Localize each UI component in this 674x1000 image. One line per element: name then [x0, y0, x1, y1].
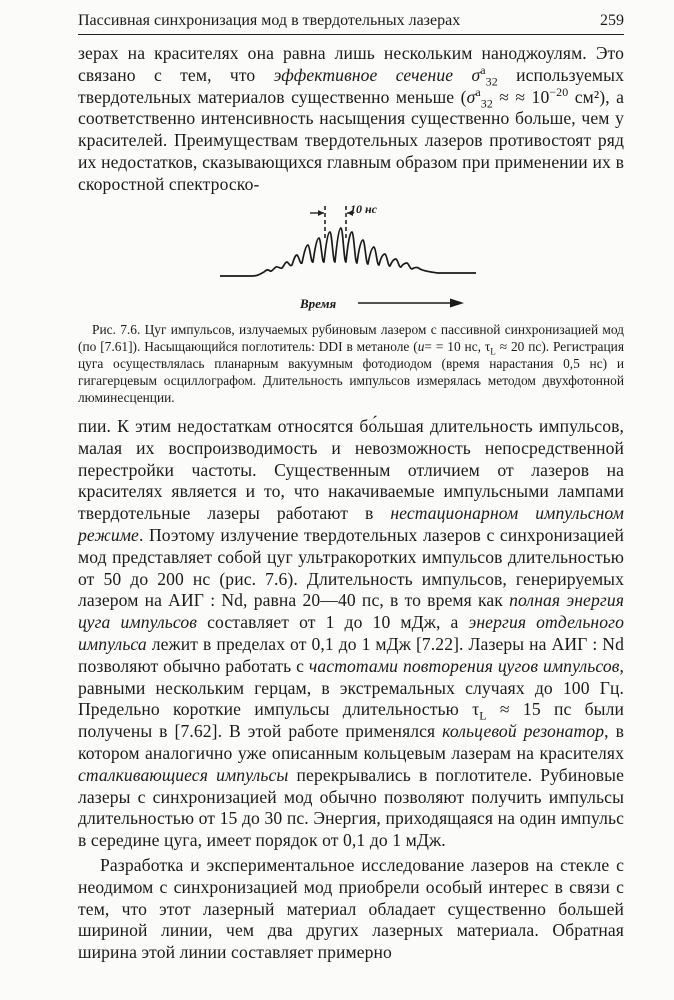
paragraph-3: Разработка и экспериментальное исследование лазеров на стекле с неодимом с синхронизацией мод приобрели особый интерес в связи с тем, что этот лазерный материал обладает существенно большей шириной линии, чем два других лазерных материала. Обратная ширина этой линии составляет примерно [78, 854, 624, 963]
time-axis-label: Время [300, 296, 337, 311]
marker-arrowhead-left [318, 210, 324, 216]
page-number: 259 [600, 12, 624, 29]
time-scale-label: 10 нс [350, 202, 377, 216]
text-block-top [78, 43, 624, 196]
time-axis-arrowhead [450, 299, 464, 308]
pulse-train-plot [212, 192, 482, 317]
header-title: Пассивная синхронизация мод в твердотельных лазерах [78, 12, 461, 29]
sigma-symbol: $\sigma^a_{32}$ [466, 84, 493, 111]
text-block-bottom [78, 416, 624, 964]
paragraph-1: зерах на красителях она равна лишь нескольким наноджоулям. Это связано с тем, что эффективное сечение $\sigma^a_{32}$ используемых твердотельных материалов существенно меньше ($\sigma^a_{32}$ ≈ ≈ $10^{-20}$ см²), а соответственно интенсивность насыщения существенно больше, чем у красителей. Преимуществам твердотельных лазеров противостоят ряд их недостатков, сказывающихся главным образом при применении их в скоростной спектроско- [78, 43, 624, 194]
sigma-symbol: $\sigma^a_{32}$ [471, 62, 498, 89]
figure-pulse-train [212, 192, 482, 317]
paragraph-2: пии. К этим недостаткам относятся бо́льшая длительность импульсов, малая их воспроизводимость и невозможность непосредственной перестройки частоты. Существенным отличием от лазеров на красителях является и то, что накачиваемые импульсными лампами твердотельные лазеры работают в нестационарном импульсном режиме. Поэтому излучение твердотельных лазеров с синхронизацией мод представляет собой цуг ультракоротких импульсов длительностью от 50 до 200 нс (рис. 7.6). Длительность импульсов, генерируемых лазером на АИГ : Nd, равна 20—40 пс, в то время как полная энергия цуга импульсов составляет от 1 до 10 мДж, а энергия отдельного импульса лежит в пределах от 0,1 до 1 мДж [7.22]. Лазеры на АИГ : Nd позволяют обычно работать с частотами повторения цугов импульсов, равными нескольким герцам, в экстремальных случаях до 100 Гц. Предельно короткие импульсы длительностью $\tau_L \approx 15$ пс были получены в [7.62]. В этой работе применялся кольцевой резонатор, в котором аналогично уже описанным кольцевым лазерам на красителях сталкивающиеся импульсы перекрывались в поглотителе. Рубиновые лазеры с синхронизацией мод обычно позволяют получить импульсы длительностью от 15 до 30 пс. Энергия, приходящаяся на один импульс в середине цуга, имеет порядок от 0,1 до 1 мДж. [78, 416, 625, 851]
term-effective-cross-section: эффективное сечение [273, 64, 454, 85]
pulse-train-trace [220, 228, 476, 276]
running-header [78, 8, 624, 35]
figure-caption: Рис. 7.6. Цуг импульсов, излучаемых рубиновым лазером с пассивной синхронизацией мод (по [7.61]). Насыщающийся поглотитель: DDI в метаноле (u= = 10 нс, $\tau_L \approx 20$ пс). Регистрация цуга осуществлялась планарным вакуумным фотодиодом (время нарастания 0,5 нс) и гигагерцевым осциллографом. Длительность импульсов измерялась методом двухфотонной люминесценции. [78, 322, 624, 405]
